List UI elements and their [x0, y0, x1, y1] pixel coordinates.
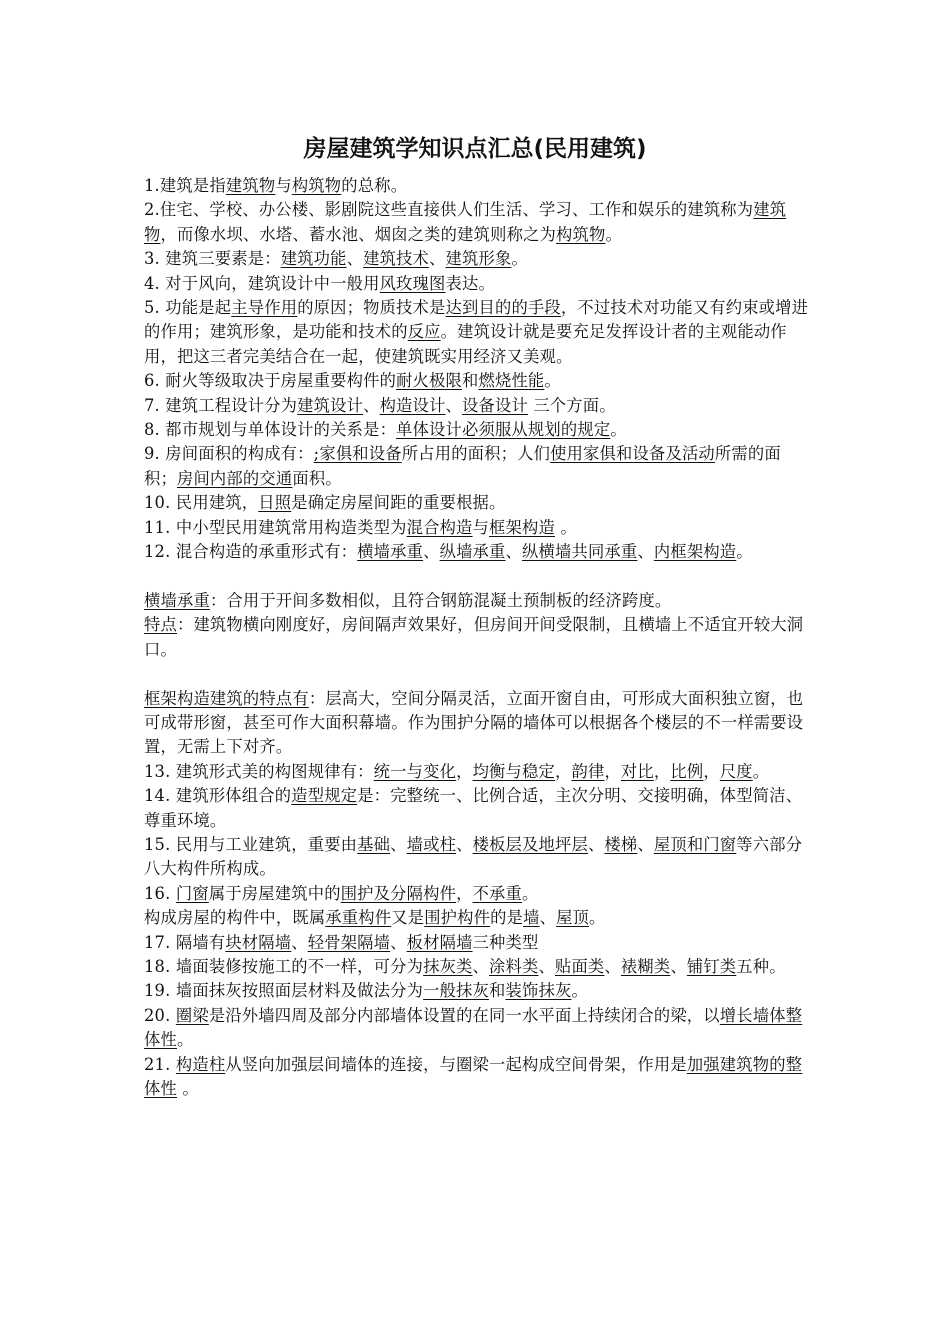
text-run: 从竖向加强层间墙体的连接，与圈梁一起构成空间骨架，作用是: [225, 1054, 687, 1074]
text-run: 19. 墙面抹灰按照面层材料及做法分为: [144, 981, 424, 1001]
underlined-term: 抹灰类: [423, 956, 473, 976]
underlined-term: 屋顶和门窗: [653, 834, 737, 854]
text-run: 的原因；物质技术是: [297, 298, 446, 318]
underlined-term: 建筑物: [225, 176, 276, 195]
underlined-term: 围护及分隔构件: [340, 883, 457, 903]
text-run: 三种类型: [472, 932, 539, 952]
underlined-term: 屋顶: [556, 908, 590, 928]
paragraph: [144, 247, 812, 271]
underlined-term: 增长墙体整体性: [144, 1005, 803, 1050]
underlined-term: 燃烧性能: [478, 371, 545, 391]
paragraph: [144, 418, 812, 442]
text-run: 、: [538, 956, 555, 976]
paragraph: [144, 979, 812, 1003]
text-run: 21.: [144, 1054, 176, 1074]
text-run: 18. 墙面装修按施工的不一样，可分为: [144, 956, 424, 976]
text-run: ，: [456, 761, 473, 781]
underlined-term: 韵律: [571, 761, 605, 781]
underlined-term: 框架构造建筑的特点有: [144, 688, 309, 708]
text-run: 、: [637, 542, 654, 562]
text-run: 。: [522, 883, 539, 903]
paragraph: [144, 687, 812, 760]
underlined-term: 日照: [258, 493, 292, 513]
underlined-term: 框架构造: [489, 517, 555, 537]
text-run: 又是: [391, 908, 425, 928]
text-run: 14. 建筑形体组合的: [144, 786, 292, 806]
underlined-term: 楼梯: [604, 834, 638, 854]
text-run: 7. 建筑工程设计分为: [144, 395, 298, 415]
underlined-term: 轻骨架隔墙: [307, 932, 391, 952]
underlined-term: 设备设计: [462, 395, 528, 415]
text-run: 、: [390, 932, 407, 952]
text-run: 表达。: [445, 273, 495, 293]
text-run: 所占用的面积；人们: [401, 444, 551, 464]
text-run: 、: [505, 542, 523, 562]
blank-line: [144, 565, 812, 589]
text-run: 。: [511, 249, 528, 269]
paragraph: [144, 272, 812, 296]
underlined-term: 特点: [144, 615, 177, 635]
text-run: 所需的面积；: [144, 444, 781, 488]
underlined-term: 装饰抹灰: [505, 981, 572, 1001]
paragraph: [144, 1004, 812, 1053]
text-run: 10. 民用建筑，: [144, 493, 259, 513]
text-run: 。: [736, 542, 753, 562]
text-run: 的总称。: [341, 176, 408, 195]
underlined-term: 围护构件: [424, 908, 491, 928]
underlined-term: 楼板层及地坪层: [472, 834, 588, 854]
text-run: 、: [445, 395, 463, 415]
underlined-term: 混合构造: [406, 517, 473, 537]
text-run: 、: [363, 395, 380, 415]
text-run: 。: [176, 1079, 199, 1098]
underlined-term: 建筑设计: [297, 395, 364, 415]
underlined-term: 一般抹灰: [423, 981, 490, 1001]
text-run: 等六部分八大构件所构成。: [144, 834, 803, 879]
text-run: 。: [571, 981, 588, 1001]
text-run: 12. 混合构造的承重形式有：: [144, 542, 358, 562]
underlined-term: ;家俱和设备: [313, 444, 402, 464]
paragraph: [144, 760, 812, 784]
underlined-term: 建筑物: [144, 200, 787, 244]
text-run: 17. 隔墙有: [144, 932, 226, 952]
blank-line: [144, 662, 812, 686]
text-run: 9. 房间面积的构成有：: [144, 444, 314, 464]
text-run: 。: [589, 908, 606, 928]
underlined-term: 构筑物: [291, 176, 342, 195]
text-run: 、: [472, 956, 490, 976]
underlined-term: 主导作用: [231, 298, 298, 318]
text-run: 属于房屋建筑中的: [208, 883, 341, 903]
text-run: 。: [610, 420, 627, 440]
text-run: 13. 建筑形式美的构图规律有：: [144, 761, 374, 781]
text-run: ，而像水坝、水塔、蓄水池、烟囱之类的建筑则称之为: [160, 224, 557, 244]
text-run: 、: [456, 834, 473, 854]
text-run: 构成房屋的构件中，既属: [144, 908, 326, 928]
underlined-term: 风玫瑰图: [379, 273, 446, 293]
underlined-term: 房间内部的交通: [176, 468, 293, 488]
text-run: 。: [544, 371, 561, 391]
underlined-term: 内框架构造: [653, 542, 737, 562]
text-run: 、: [346, 249, 364, 269]
underlined-term: 对比: [620, 761, 654, 781]
text-run: ，: [703, 761, 720, 781]
text-run: 和: [489, 981, 506, 1001]
paragraph: [144, 589, 812, 613]
paragraph: [144, 491, 812, 515]
paragraph: [144, 931, 812, 955]
underlined-term: 使用家俱和设备及活动: [550, 444, 715, 464]
underlined-term: 纵墙承重: [439, 542, 506, 562]
paragraph: [144, 174, 812, 198]
underlined-term: 贴面类: [554, 956, 605, 976]
text-run: 与: [275, 176, 292, 195]
paragraph: [144, 1053, 812, 1102]
underlined-term: 涂料类: [489, 956, 539, 976]
text-run: 的是: [490, 908, 524, 928]
underlined-term: 门窗: [175, 883, 209, 903]
text-run: 、: [429, 249, 446, 269]
text-run: 、: [604, 956, 621, 976]
text-run: 2.住宅、学校、办公楼、影剧院这些直接供人们生活、学习、工作和娱乐的建筑称为: [144, 200, 754, 220]
underlined-term: 构筑物: [556, 224, 606, 244]
underlined-term: 承重构件: [325, 908, 392, 928]
text-run: 15. 民用与工业建筑，重要由: [144, 834, 358, 854]
text-run: 3. 建筑三要素是：: [144, 249, 281, 269]
underlined-term: 裱糊类: [620, 956, 671, 976]
underlined-term: 纵横墙共同承重: [522, 542, 638, 562]
text-run: ，: [604, 761, 621, 781]
text-run: 、: [670, 956, 687, 976]
text-run: ，: [653, 761, 671, 781]
text-run: 三个方面。: [527, 395, 616, 415]
text-run: ：建筑物横向刚度好，房间隔声效果好，但房间开间受限制，且横墙上不适宜开较大洞口。: [144, 615, 804, 659]
text-run: 、: [423, 542, 440, 562]
underlined-term: 墙: [523, 908, 540, 928]
underlined-term: 基础: [357, 834, 391, 854]
paragraph: [144, 833, 812, 882]
underlined-term: 耐火极限: [396, 371, 462, 391]
text-run: 是沿外墙四周及部分内部墙体设置的在同一水平面上持续闭合的梁，以: [208, 1005, 720, 1025]
underlined-term: 横墙承重: [357, 542, 424, 562]
underlined-term: 加强建筑物的整体性: [144, 1054, 803, 1098]
text-run: 、: [539, 908, 557, 928]
text-run: 和: [462, 371, 479, 391]
text-run: 5. 功能是起: [144, 298, 232, 318]
paragraph: [144, 369, 812, 393]
text-run: 11. 中小型民用建筑常用构造类型为: [144, 517, 407, 537]
underlined-term: 墙或柱: [406, 834, 457, 854]
text-run: 与: [472, 517, 490, 537]
underlined-term: 铺钉类: [686, 956, 737, 976]
paragraph: [144, 882, 812, 906]
text-run: 。: [176, 1030, 194, 1050]
underlined-term: 建筑功能: [280, 249, 347, 269]
underlined-term: 构造设计: [379, 395, 446, 415]
paragraph: [144, 613, 812, 662]
underlined-term: 不承重: [472, 883, 523, 903]
text-run: 6. 耐火等级取决于房屋重要构件的: [144, 371, 397, 391]
underlined-term: 反应: [407, 322, 441, 342]
underlined-term: 统一与变化: [373, 761, 457, 781]
text-run: 、: [637, 834, 654, 854]
text-run: 16.: [144, 883, 176, 903]
text-run: 是确定房屋间距的重要根据。: [291, 493, 506, 513]
document-body: [144, 174, 812, 1101]
underlined-term: 构造柱: [175, 1054, 226, 1074]
text-run: ，不过技术对功能又有约束或增进的作用；建筑形象，是功能和技术的: [144, 298, 809, 342]
text-run: ，: [456, 883, 473, 903]
paragraph: [144, 906, 812, 930]
text-run: 8. 都市规划与单体设计的关系是：: [144, 420, 397, 440]
text-run: 五种。: [736, 956, 786, 976]
underlined-term: 达到目的的手段: [445, 298, 561, 318]
underlined-term: 造型规定: [291, 786, 358, 806]
text-run: 4. 对于风向，建筑设计中一般用: [144, 273, 380, 293]
underlined-term: 块材隔墙: [225, 932, 292, 952]
paragraph: [144, 198, 812, 247]
underlined-term: 横墙承重: [144, 590, 210, 610]
underlined-term: 板材隔墙: [406, 932, 473, 952]
text-run: 。: [605, 224, 622, 244]
paragraph: [144, 296, 812, 369]
document-title: 房屋建筑学知识点汇总(民用建筑): [303, 136, 647, 162]
underlined-term: 尺度: [719, 761, 753, 781]
text-run: ，: [554, 761, 572, 781]
text-run: 。: [752, 761, 770, 781]
underlined-term: 建筑技术: [363, 249, 430, 269]
underlined-term: 比例: [670, 761, 704, 781]
underlined-term: 单体设计必须服从规划的规定: [396, 420, 611, 440]
paragraph: [144, 540, 812, 564]
text-run: 面积。: [292, 468, 342, 488]
underlined-term: 圈梁: [175, 1005, 209, 1025]
text-run: 20.: [144, 1005, 176, 1025]
text-run: 、: [390, 834, 407, 854]
text-run: 是：完整统一、比例合适，主次分明、交接明确，体型简洁、尊重环境。: [144, 786, 803, 830]
underlined-term: 均衡与稳定: [472, 761, 555, 781]
text-run: 1.建筑是指: [144, 176, 226, 195]
text-run: ：合用于开间多数相似，且符合钢筋混凝土预制板的经济跨度。: [209, 590, 672, 610]
text-run: 、: [587, 834, 605, 854]
text-run: 。建筑设计就是要充足发挥设计者的主观能动作用，把这三者完美结合在一起，使建筑既实用经济又美观。: [144, 322, 787, 366]
text-run: ：层高大，空间分隔灵活，立面开窗自由，可形成大面积独立窗，也可成带形窗，甚至可作大面积幕墙。作为围护分隔的墙体可以根据各个楼层的不一样需要设置，无需上下对齐。: [144, 688, 804, 757]
paragraph: [144, 394, 812, 418]
paragraph: [144, 955, 812, 979]
paragraph: [144, 516, 812, 540]
paragraph: [144, 442, 812, 491]
text-run: 、: [291, 932, 308, 952]
underlined-term: 建筑形象: [445, 249, 512, 269]
paragraph: [144, 784, 812, 833]
text-run: 。: [554, 517, 577, 537]
